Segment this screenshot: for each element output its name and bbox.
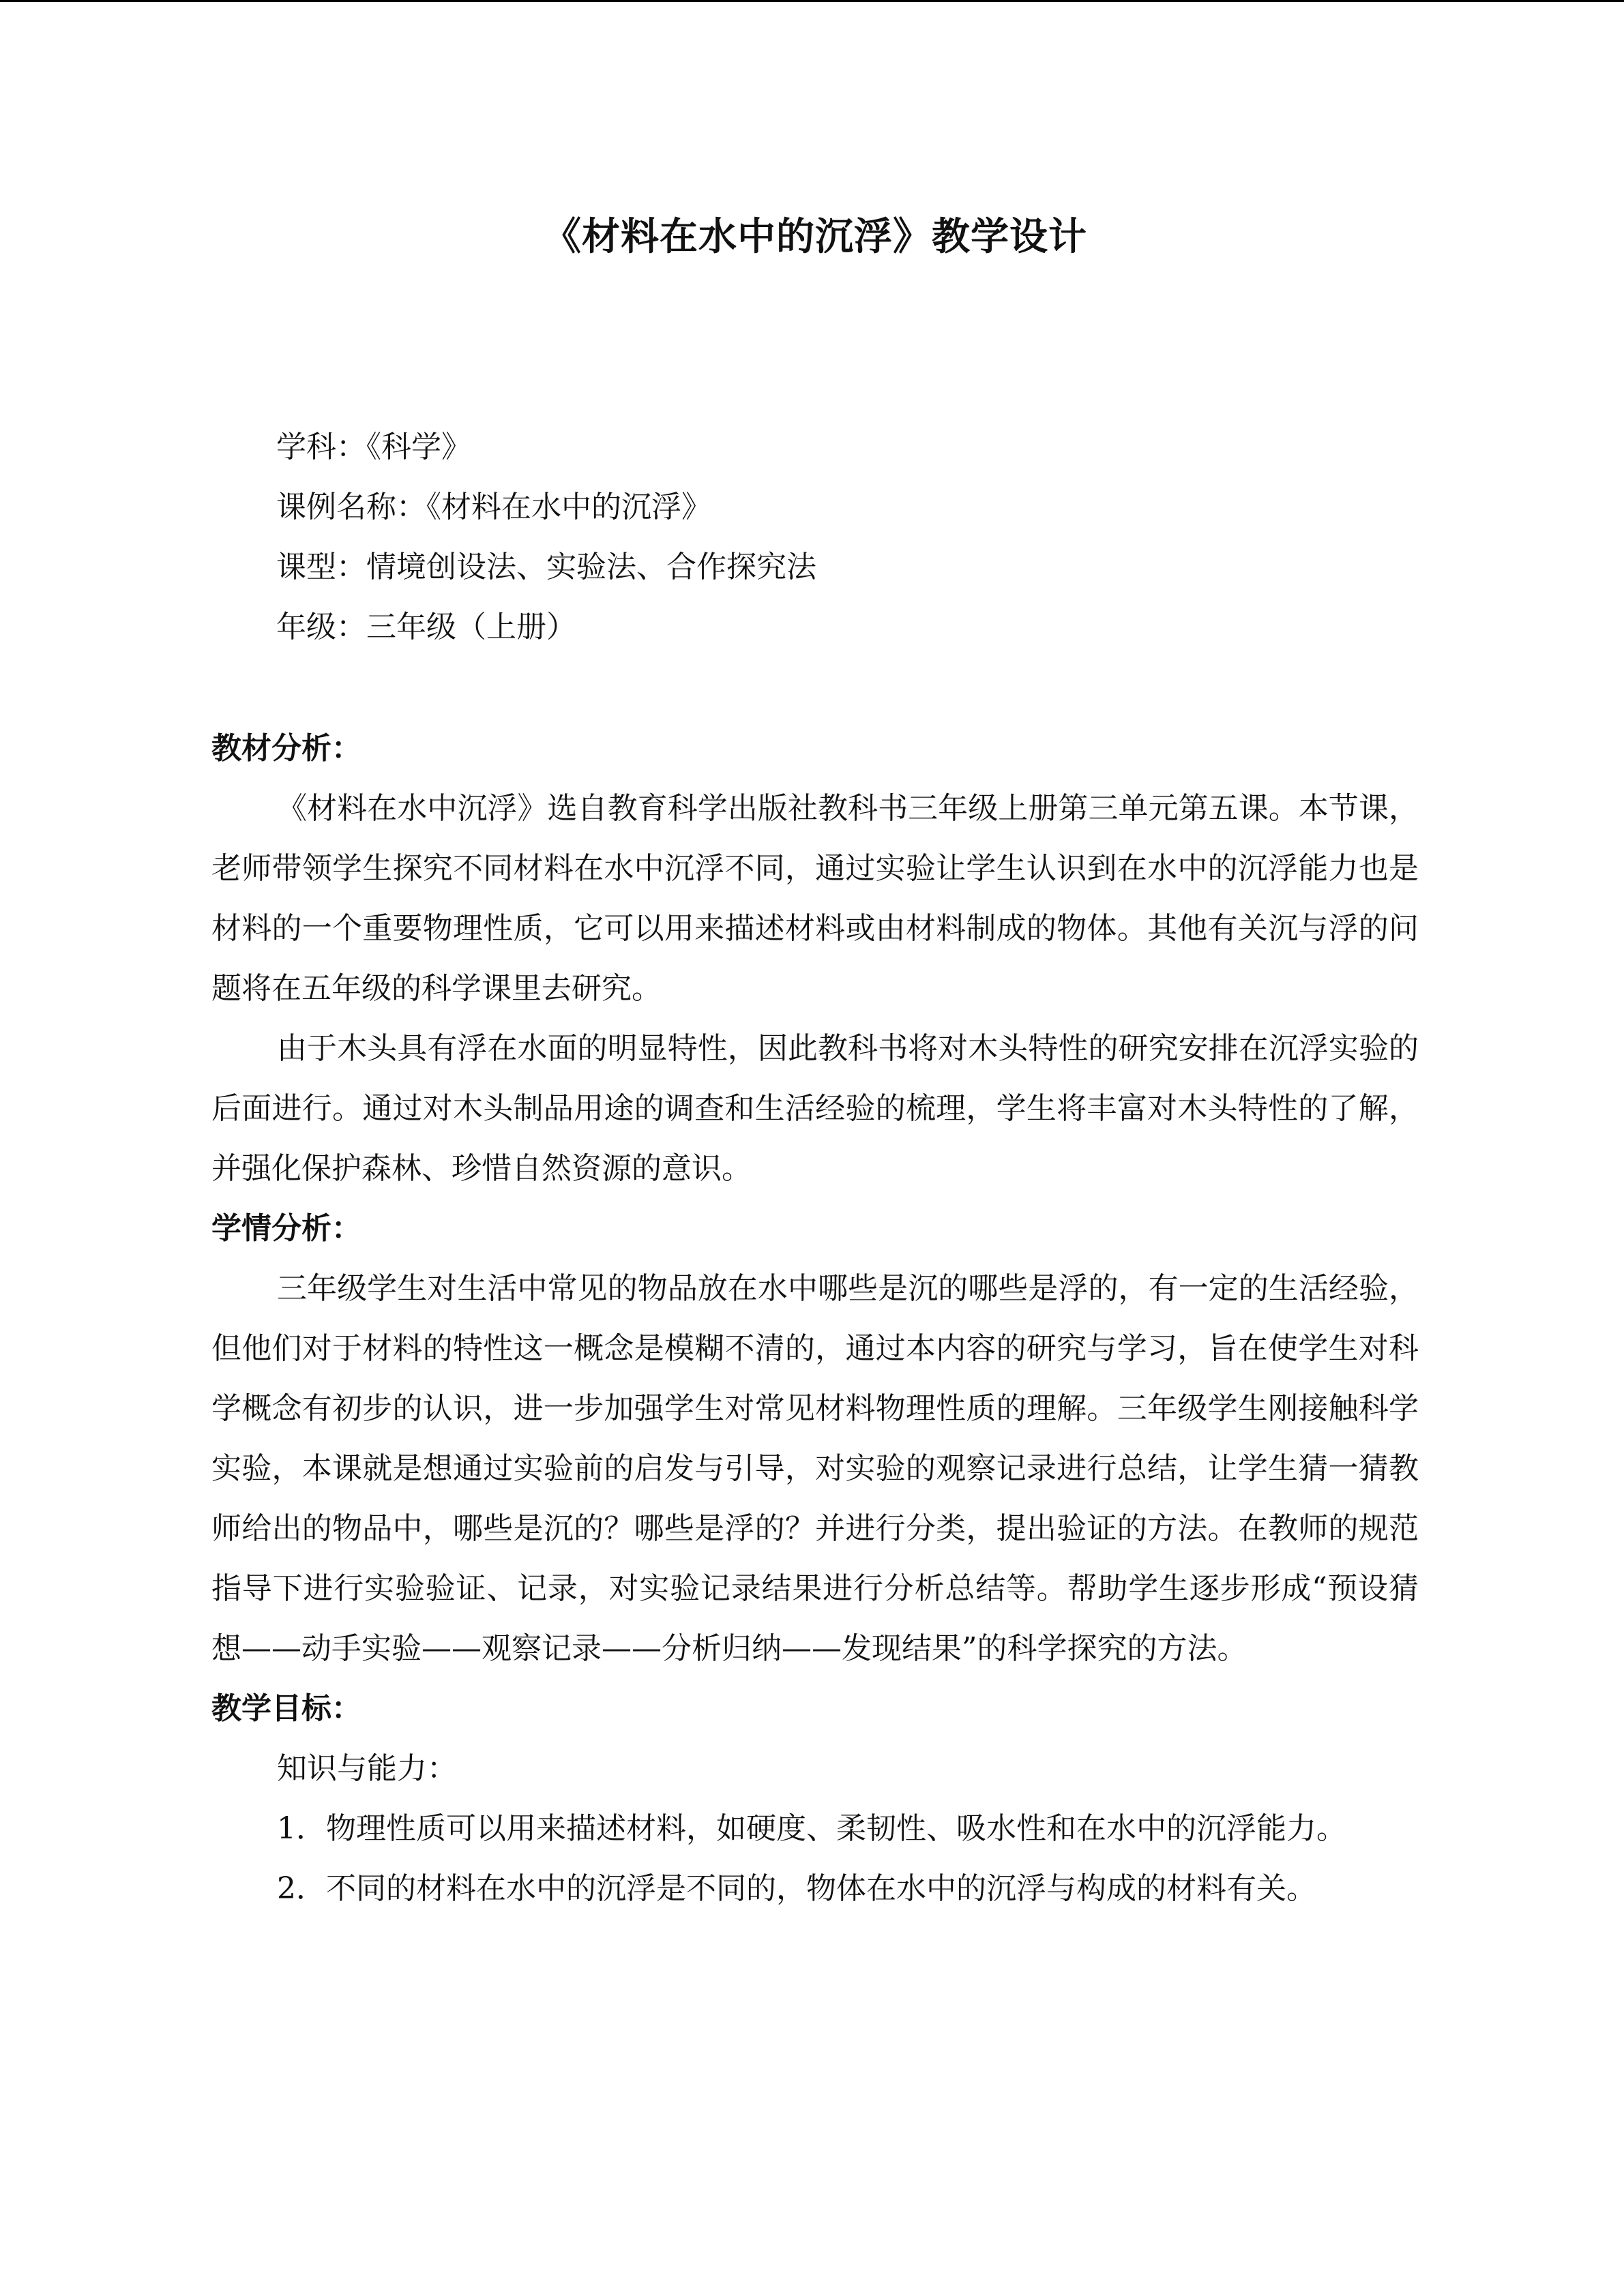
page-top-border	[0, 0, 1624, 2]
meta-lesson-type: 课型：情境创设法、实验法、合作探究法	[276, 550, 816, 584]
meta-subject: 学科：《科学》	[276, 430, 471, 464]
teaching-goal-item-1: 1．物理性质可以用来描述材料，如硬度、柔韧性、吸水性和在水中的沉浮能力。	[277, 1811, 1346, 1846]
document-body	[211, 719, 1419, 1919]
teaching-goals-subheading: 知识与能力：	[277, 1751, 457, 1786]
section-heading-material-analysis: 教材分析：	[211, 731, 361, 766]
material-analysis-paragraph-2: 由于木头具有浮在水面的明显特性，因此教科书将对木头特性的研究安排在沉浮实验的后面进行。通过对木头制品用途的调查和生活经验的梳理，学生将丰富对木头特性的了解，并强化保护森林、珍惜自然资源的意识。	[211, 1031, 1419, 1186]
section-heading-teaching-goals: 教学目标：	[211, 1691, 361, 1726]
teaching-goal-item-2: 2．不同的材料在水中的沉浮是不同的，物体在水中的沉浮与构成的材料有关。	[277, 1871, 1316, 1906]
lesson-meta	[276, 417, 1368, 657]
student-analysis-paragraph-1: 三年级学生对生活中常见的物品放在水中哪些是沉的哪些是浮的，有一定的生活经验，但他们对于材料的特性这一概念是模糊不清的，通过本内容的研究与学习，旨在使学生对科学概念有初步的认识，进一步加强学生对常见材料物理性质的理解。三年级学生刚接触科学实验，本课就是想通过实验前的启发与引导，对实验的观察记录进行总结，让学生猜一猜教师给出的物品中，哪些是沉的？哪些是浮的？并进行分类，提出验证的方法。在教师的规范指导下进行实验验证、记录，对实验记录结果进行分析总结等。帮助学生逐步形成“预设猜想——动手实验——观察记录——分析归纳——发现结果”的科学探究的方法。	[211, 1271, 1419, 1666]
material-analysis-paragraph-1: 《材料在水中沉浮》选自教育科学出版社教科书三年级上册第三单元第五课。本节课，老师带领学生探究不同材料在水中沉浮不同，通过实验让学生认识到在水中的沉浮能力也是材料的一个重要物理性质，它可以用来描述材料或由材料制成的物体。其他有关沉与浮的问题将在五年级的科学课里去研究。	[211, 791, 1419, 1006]
document-title: 《材料在水中的沉浮》教学设计	[543, 215, 1087, 259]
meta-lesson-name: 课例名称：《材料在水中的沉浮》	[276, 490, 711, 524]
section-heading-student-analysis: 学情分析：	[211, 1211, 361, 1246]
meta-grade: 年级：三年级（上册）	[276, 610, 576, 644]
